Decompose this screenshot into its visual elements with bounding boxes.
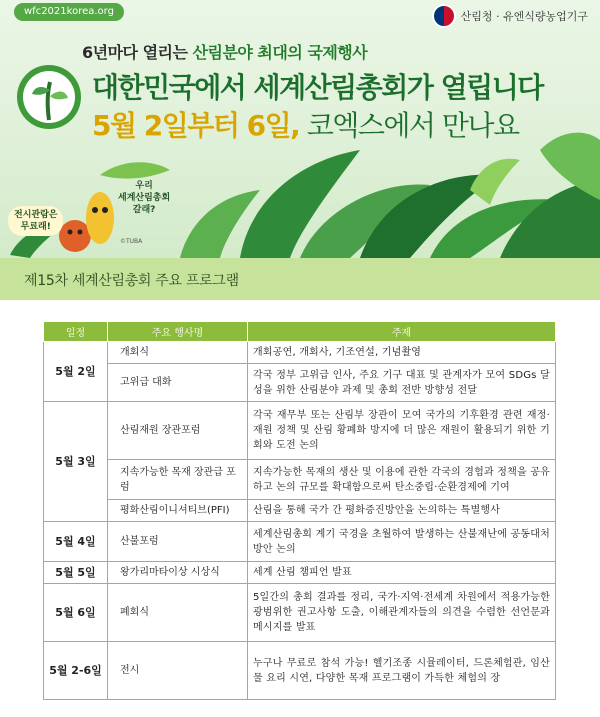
event-cell: 지속가능한 목재 장관급 포럼 <box>108 460 248 500</box>
date-cell: 5월 2-6일 <box>44 642 108 700</box>
date-cell: 5월 3일 <box>44 402 108 522</box>
event-cell: 평화산림이니셔티브(PFI) <box>108 500 248 522</box>
site-url-pill[interactable]: wfc2021korea.org <box>14 3 124 21</box>
speech-bubble-left <box>8 206 63 236</box>
table-row <box>44 342 556 364</box>
desc-cell: 누구나 무료로 참석 가능! 헬기조종 시뮬레이터, 드론체험관, 임산물 요리 시연, 다양한 목재 프로그램이 가득한 체험의 장 <box>248 642 556 700</box>
program-table-wrap <box>43 321 555 700</box>
event-cell: 산불포럼 <box>108 522 248 562</box>
bubble-left-line: 전시관람은 <box>14 210 58 220</box>
header-event: 주요 행사명 <box>108 322 248 342</box>
table-row <box>44 522 556 562</box>
date-cell: 5월 6일 <box>44 584 108 642</box>
headline-place: 코엑스에서 만나요 <box>299 109 519 142</box>
event-cell: 왕가리마타이상 시상식 <box>108 562 248 584</box>
bubble-left-line: 무료래! <box>20 222 51 232</box>
organizer-logo <box>432 4 588 28</box>
desc-cell: 지속가능한 목재의 생산 및 이용에 관한 각국의 경험과 정책을 공유하고 논의 규모를 확대함으로써 탄소중립·순환경제에 기여 <box>248 460 556 500</box>
desc-cell: 세계산림총회 계기 국경을 초월하여 발생하는 산불재난에 공동대처방안 논의 <box>248 522 556 562</box>
date-cell: 5월 2일 <box>44 342 108 402</box>
headline-main: 대한민국에서 세계산림총회가 열립니다 <box>92 71 543 104</box>
event-cell: 고위급 대화 <box>108 364 248 402</box>
desc-cell: 산림을 통해 국가 간 평화증진방안을 논의하는 특별행사 <box>248 500 556 522</box>
copyright-mark: ©TUBA <box>120 238 143 245</box>
headline-small-highlight: 산림분야 최대의 국제행사 <box>192 43 368 62</box>
desc-cell: 세계 산림 챔피언 발표 <box>248 562 556 584</box>
header-topic: 주제 <box>248 322 556 342</box>
event-banner <box>0 0 600 258</box>
table-row <box>44 460 556 500</box>
table-row <box>44 642 556 700</box>
date-cell: 5월 5일 <box>44 562 108 584</box>
program-title: 제15차 세계산림총회 주요 프로그램 <box>24 273 239 289</box>
bubble-right-line: 갈래? <box>132 205 156 215</box>
bubble-right-line: 우리 <box>135 181 153 191</box>
header-date: 일정 <box>44 322 108 342</box>
event-cell: 폐회식 <box>108 584 248 642</box>
event-cell: 전시 <box>108 642 248 700</box>
korea-taeguk-icon <box>432 4 456 28</box>
headline-date <box>92 104 519 144</box>
date-cell: 5월 4일 <box>44 522 108 562</box>
table-row <box>44 562 556 584</box>
speech-bubble-right <box>118 180 170 216</box>
event-cell: 개회식 <box>108 342 248 364</box>
headline-small-pre: 6년마다 열리는 <box>82 43 188 62</box>
table-row <box>44 402 556 460</box>
event-cell: 산림재원 장관포럼 <box>108 402 248 460</box>
program-table <box>43 321 556 700</box>
desc-cell: 각국 재무부 또는 산림부 장관이 모여 국가의 기후환경 관련 재정·재원 정책 및 산림 황폐화 방지에 더 많은 재원이 활용되기 위한 기회와 도전 논의 <box>248 402 556 460</box>
table-row <box>44 364 556 402</box>
desc-cell: 5일간의 총회 결과를 정리, 국가·지역·전세계 차원에서 적용가능한 광범위한 권고사항 도출, 이해관계자들의 의견을 수렴한 선언문과 메시지를 발표 <box>248 584 556 642</box>
forest-emblem-icon <box>14 62 84 132</box>
headline-date-range: 5월 2일부터 6일, <box>92 109 300 142</box>
organizer-text: 산림청 · 유엔식량농업기구 <box>460 10 588 23</box>
desc-cell: 개회공연, 개회사, 기조연설, 기념촬영 <box>248 342 556 364</box>
desc-cell: 각국 정부 고위급 인사, 주요 기구 대표 및 관계자가 모여 SDGs 달성을 위한 산림분야 과제 및 총회 전반 방향성 전달 <box>248 364 556 402</box>
headline-small <box>82 40 367 63</box>
table-header-row <box>44 322 556 342</box>
program-title-band <box>0 258 600 300</box>
table-row <box>44 584 556 642</box>
table-row <box>44 500 556 522</box>
bubble-right-line: 세계산림총회 <box>118 193 171 203</box>
